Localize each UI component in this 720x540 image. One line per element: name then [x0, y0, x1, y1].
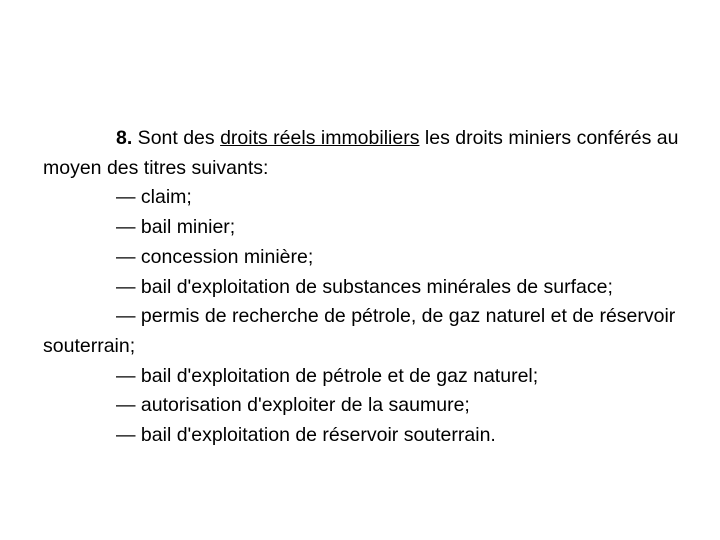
- list-item: — autorisation d'exploiter de la saumure;: [116, 394, 470, 417]
- list-item: — permis de recherche de pétrole, de gaz naturel et de réservoir souterrain;: [43, 305, 676, 357]
- lead-text-after: les droits miniers conférés au moyen des titres suivants:: [43, 127, 679, 179]
- list-item: — claim;: [116, 186, 192, 209]
- list-item: — concession minière;: [116, 245, 314, 268]
- list-item: — bail d'exploitation de pétrole et de gaz naturel;: [116, 364, 539, 387]
- article-lead: [43, 124, 693, 183]
- article-number: 8.: [116, 127, 133, 149]
- lead-text-before: Sont des: [132, 127, 221, 149]
- list-item: — bail d'exploitation de réservoir souterrain.: [116, 424, 496, 447]
- article-text: [43, 124, 693, 451]
- list-item: — bail d'exploitation de substances minérales de surface;: [116, 275, 613, 298]
- lead-underlined-term: droits réels immobiliers: [220, 127, 420, 149]
- list-item: — bail minier;: [116, 216, 236, 239]
